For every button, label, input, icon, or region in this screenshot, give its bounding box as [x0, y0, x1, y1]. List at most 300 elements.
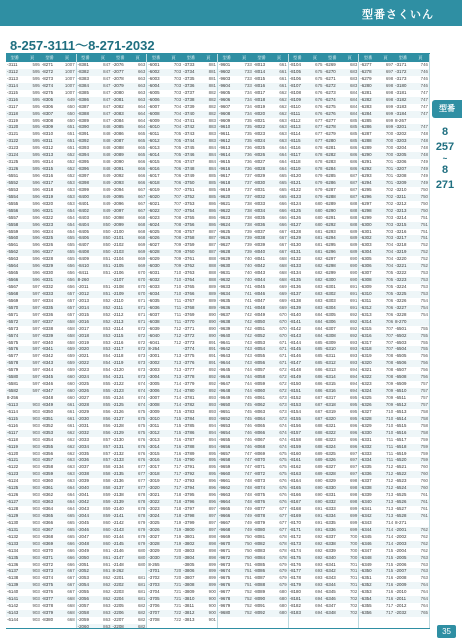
table-row — [77, 527, 147, 534]
model-number: -8060 — [253, 388, 266, 394]
model-number: -3215 — [395, 221, 407, 227]
model-number: -6512 — [395, 401, 407, 407]
page-ref: 597 — [32, 381, 40, 387]
table-row — [6, 277, 76, 284]
model-number: -8158 — [289, 436, 301, 442]
table-row — [218, 242, 288, 249]
model-number: -2203 — [112, 589, 124, 595]
page-ref: 681 — [315, 235, 323, 241]
model-number: -9636 — [219, 304, 231, 310]
table-row — [289, 187, 359, 194]
page-ref: 665 — [67, 519, 75, 525]
page-ref: 748 — [244, 478, 252, 484]
table-row — [77, 263, 147, 270]
page-ref: 715 — [385, 561, 394, 567]
table-row — [77, 159, 147, 166]
page-ref: 698 — [385, 75, 394, 81]
model-number: -8372 — [41, 561, 54, 567]
model-number: -8340 — [41, 339, 54, 345]
table-row — [77, 180, 147, 187]
page-ref: 747 — [244, 457, 252, 463]
table-row — [289, 69, 359, 76]
page-ref: 675 — [137, 422, 146, 428]
model-number: -6353 — [360, 589, 372, 595]
page-ref: 721 — [173, 603, 182, 609]
page-ref: 903 — [32, 499, 40, 505]
page-ref: 668 — [67, 603, 75, 609]
model-number: -6522 — [395, 471, 407, 477]
model-number: -8364 — [41, 506, 54, 511]
model-number: -8325 — [41, 235, 54, 241]
model-number: -2145 — [112, 540, 124, 546]
table-row — [359, 388, 429, 395]
model-number: -2132 — [112, 450, 124, 456]
page-ref: 683 — [315, 297, 323, 303]
table-row — [6, 457, 76, 464]
page-ref: 667 — [279, 242, 287, 248]
model-number: -8047 — [253, 297, 266, 303]
table-row — [359, 83, 429, 90]
page-ref: 697 — [349, 450, 358, 456]
model-number: -8109 — [289, 96, 301, 102]
model-number: -2143 — [112, 526, 124, 532]
table-row — [147, 367, 217, 374]
table-row — [147, 326, 217, 333]
table-row — [289, 451, 359, 458]
table-row — [289, 568, 359, 575]
model-number: -8405 — [77, 228, 89, 234]
page-ref: 857 — [103, 457, 111, 463]
page-ref: 742 — [244, 332, 252, 338]
page-ref: 707 — [385, 325, 394, 331]
model-number: -9637 — [219, 311, 231, 317]
page-ref: 718 — [173, 512, 182, 518]
page-ref: 893 — [208, 395, 216, 400]
model-number: -3767 — [183, 297, 195, 303]
model-number: -6341 — [324, 561, 336, 567]
table-row — [359, 575, 429, 582]
model-number: -6040 — [148, 332, 160, 338]
model-number: -6288 — [360, 138, 372, 144]
page-ref: 885 — [208, 179, 216, 185]
table-row — [359, 562, 429, 569]
model-number: -8172 — [289, 533, 301, 539]
page-ref: 651 — [67, 124, 75, 130]
model-number: -3016 — [148, 457, 160, 463]
model-number: -8130 — [289, 242, 301, 248]
table-row — [218, 187, 288, 194]
model-number: -6307 — [360, 270, 372, 276]
model-number: -5554 — [7, 193, 19, 199]
table-row — [147, 312, 217, 319]
page-ref: 709 — [173, 249, 182, 255]
page-ref: 714 — [173, 401, 182, 407]
page-ref: 662 — [67, 429, 75, 435]
model-number: -6312 — [324, 360, 336, 366]
model-number: -6302 — [360, 235, 372, 241]
table-row — [289, 437, 359, 444]
table-row — [147, 360, 217, 367]
page-ref: 651 — [67, 145, 75, 151]
page-ref: 596 — [32, 270, 40, 276]
model-number: -8342 — [41, 353, 54, 359]
model-number: -3015 — [148, 450, 160, 456]
table-row — [289, 603, 359, 610]
model-number: -2116 — [112, 339, 124, 345]
page-ref: 674 — [137, 388, 146, 394]
table-row — [289, 402, 359, 409]
page-ref: 747 — [420, 96, 428, 102]
model-number: -8083 — [253, 547, 266, 553]
page-ref: 661 — [279, 82, 287, 88]
model-number: -5559 — [7, 228, 19, 234]
page-ref: 737 — [244, 193, 252, 199]
model-number: -8383 — [77, 75, 89, 81]
page-ref: 676 — [137, 450, 146, 456]
model-number: -8392 — [77, 138, 89, 144]
model-number: -2110 — [112, 297, 124, 303]
model-number: -6303 — [360, 242, 372, 248]
table-row — [77, 298, 147, 305]
model-number: -8113 — [289, 124, 301, 130]
model-number: -3770 — [183, 318, 195, 324]
table-row — [77, 589, 147, 596]
model-number: -6288 — [324, 193, 336, 199]
page-ref: 596 — [32, 235, 40, 241]
page-ref: 903 — [32, 450, 40, 456]
model-number: -8315 — [41, 166, 54, 172]
table-row — [77, 138, 147, 145]
model-number: -8086 — [253, 568, 266, 574]
model-number: -3124 — [7, 152, 19, 158]
page-ref: 742 — [244, 311, 252, 317]
model-number: -8017 — [253, 89, 266, 95]
model-number: -8048 — [253, 304, 266, 310]
page-ref: 744 — [244, 367, 252, 373]
table-row — [147, 527, 217, 534]
table-row — [359, 215, 429, 222]
model-number: -6007 — [148, 103, 160, 109]
page-ref: 754 — [420, 311, 428, 317]
page-ref: 893 — [208, 408, 216, 414]
model-number: -8317 — [41, 179, 54, 185]
table-row — [6, 395, 76, 402]
page-ref: 707 — [173, 193, 182, 199]
page-ref: 758 — [420, 429, 428, 435]
page-ref: 683 — [315, 290, 323, 296]
model-number: -9658 — [219, 457, 231, 463]
model-number: -6513 — [395, 408, 407, 414]
page-ref: 596 — [32, 173, 40, 178]
page-ref: 654 — [67, 207, 75, 213]
table-row — [147, 610, 217, 617]
model-number: -6525 — [395, 492, 407, 498]
page-ref: 710 — [173, 290, 182, 296]
model-number: -6286 — [360, 124, 372, 130]
model-number: -9659 — [219, 464, 231, 470]
page-ref: 858 — [103, 471, 111, 477]
table-row — [218, 194, 288, 201]
page-ref: 688 — [315, 429, 323, 435]
model-number: -8147 — [289, 360, 301, 366]
column-header-label: 型番 — [186, 55, 196, 60]
model-number: -2022 — [77, 360, 89, 366]
page-ref: 664 — [279, 166, 287, 172]
page-ref: 597 — [32, 318, 40, 324]
model-number: -6275 — [324, 103, 336, 109]
model-number: -3737 — [183, 89, 195, 95]
page-ref: 746 — [244, 436, 252, 442]
page-ref: 663 — [137, 68, 146, 74]
page-ref: 884 — [208, 166, 216, 172]
page-ref: 596 — [32, 193, 40, 199]
model-number: -8331 — [41, 277, 54, 283]
model-number: -8165 — [289, 485, 301, 491]
page-ref: 697 — [349, 457, 358, 463]
model-number: -2028 — [77, 401, 89, 407]
model-number: -3747 — [183, 159, 195, 165]
model-number: -6304 — [360, 249, 372, 255]
page-ref: 656 — [67, 284, 75, 289]
page-ref: 667 — [279, 228, 287, 234]
page-ref: 747 — [244, 464, 252, 470]
page-ref: 887 — [208, 228, 216, 234]
page-ref: 884 — [208, 159, 216, 165]
model-number: -6005 — [148, 89, 160, 95]
table-row — [218, 520, 288, 527]
table-row — [147, 222, 217, 229]
page-ref: 720 — [173, 568, 182, 574]
model-number: -8334 — [41, 297, 54, 303]
page-ref: 749 — [244, 506, 252, 511]
model-number: -2141 — [112, 512, 124, 518]
model-number: -6502 — [395, 332, 407, 338]
model-number: -6294 — [360, 179, 372, 185]
model-number: -8316 — [41, 173, 54, 178]
model-number: -6298 — [324, 263, 336, 269]
model-number: -8404 — [77, 221, 89, 227]
model-number: -9602 — [219, 68, 231, 74]
page-ref: 848 — [103, 131, 111, 137]
page-ref: 699 — [349, 519, 358, 525]
page-ref: 691 — [349, 304, 358, 310]
page-ref: 689 — [315, 450, 323, 456]
model-number: -6327 — [324, 464, 336, 470]
table-row — [6, 568, 76, 575]
page-ref: 847 — [103, 82, 111, 88]
model-number: -9655 — [219, 436, 231, 442]
model-number: -2144 — [112, 533, 124, 539]
page-ref: 686 — [349, 166, 358, 172]
model-number: -3013 — [148, 436, 160, 442]
page-ref: 595 — [32, 110, 40, 116]
page-ref: 691 — [349, 290, 358, 296]
model-number: -3704 — [148, 589, 160, 595]
model-number: -6278 — [360, 68, 372, 74]
page-ref: 666 — [279, 200, 287, 206]
model-number: -6279 — [324, 131, 336, 137]
page-ref: 735 — [244, 117, 252, 123]
page-ref — [415, 319, 429, 326]
model-number: -2079 — [112, 82, 124, 88]
model-number: -3778 — [183, 374, 195, 380]
page-ref: 662 — [67, 443, 75, 449]
model-number: -5563 — [7, 256, 19, 262]
column-header — [77, 54, 147, 62]
page-ref: 757 — [420, 395, 428, 400]
side-range-codes: 8 257 ~ 8 271 — [432, 125, 458, 193]
page-ref: 895 — [208, 464, 216, 470]
table-row — [77, 131, 147, 138]
page-ref: 676 — [315, 103, 323, 109]
page-ref: 595 — [32, 96, 40, 102]
model-number: -8078 — [253, 512, 266, 518]
table-row — [359, 555, 429, 562]
model-number: -9661 — [219, 478, 231, 484]
page-ref: 669 — [137, 263, 146, 269]
table-row — [218, 416, 288, 423]
table-row — [218, 118, 288, 125]
table-row — [359, 69, 429, 76]
page-ref: 903 — [32, 596, 40, 602]
model-number: -3781 — [183, 395, 195, 400]
model-number: -2129 — [112, 429, 124, 435]
table-row — [77, 76, 147, 83]
page-ref: 701 — [385, 159, 394, 165]
page-ref: 596 — [32, 228, 40, 234]
page-ref: 657 — [67, 297, 75, 303]
model-number: -8180 — [289, 589, 301, 595]
page-ref: 899 — [208, 568, 216, 574]
model-number: -6523 — [395, 478, 407, 484]
model-number: -2055 — [77, 589, 89, 595]
model-number: -2049 — [77, 547, 89, 553]
table-row — [359, 242, 429, 249]
page-ref: 670 — [137, 284, 146, 289]
page-ref: 753 — [420, 284, 428, 289]
model-number: -8399 — [77, 186, 89, 192]
model-number: -9664 — [219, 499, 231, 505]
model-number: -6305 — [324, 311, 336, 317]
table-row — [289, 340, 359, 347]
page-ref — [415, 520, 429, 527]
page-ref: 689 — [349, 228, 358, 234]
column-header — [289, 54, 359, 62]
model-number: -6025 — [148, 228, 160, 234]
model-number: -3799 — [183, 519, 195, 525]
page-ref: 704 — [385, 249, 394, 255]
page-ref: 854 — [103, 360, 111, 366]
table-row — [147, 69, 217, 76]
table-row — [218, 437, 288, 444]
model-number: -3802 — [183, 540, 195, 546]
page-ref: 673 — [137, 374, 146, 380]
page-ref: 903 — [32, 443, 40, 449]
model-number: -9601 — [219, 62, 231, 67]
model-number: -8053 — [253, 339, 266, 345]
page-ref: 682 — [315, 256, 323, 262]
model-number: -8035 — [253, 214, 266, 220]
page-ref: 700 — [349, 547, 358, 553]
table-row — [289, 478, 359, 485]
page-ref: 693 — [315, 575, 323, 581]
page-ref — [133, 568, 147, 575]
page-ref: 711 — [386, 443, 394, 449]
model-number: -9651 — [219, 408, 231, 414]
model-number: -8105 — [289, 68, 301, 74]
page-ref: 759 — [420, 450, 428, 456]
model-number: -8121 — [289, 179, 301, 185]
page-ref: 848 — [103, 166, 111, 172]
model-number: -6118 — [7, 436, 18, 442]
page-ref: 894 — [208, 422, 216, 428]
model-number: -2020 — [77, 346, 89, 352]
model-number: -6011 — [148, 131, 160, 137]
page-ref: 761 — [420, 512, 428, 518]
page-ref: 676 — [137, 436, 146, 442]
model-number: -2076 — [112, 62, 124, 67]
page-ref: 863 — [103, 623, 111, 628]
model-number: -8369 — [41, 540, 54, 546]
model-number: -6327 — [360, 408, 372, 414]
page-ref: 693 — [349, 339, 358, 345]
model-number: -6139 — [7, 582, 19, 588]
page-ref: 856 — [103, 422, 111, 428]
page-ref: 861 — [103, 561, 111, 567]
model-number: -3777 — [183, 367, 195, 373]
page-ref: 852 — [103, 304, 111, 310]
page-ref: 705 — [173, 145, 182, 151]
page-ref: 674 — [279, 422, 287, 428]
page-ref: 703 — [385, 214, 394, 220]
model-number: -3225 — [395, 290, 407, 296]
page-ref: 595 — [32, 166, 40, 172]
column-header-label: 頁 — [171, 55, 176, 60]
table-row — [147, 451, 217, 458]
page-ref: 668 — [67, 596, 75, 602]
page-ref: 653 — [67, 200, 75, 206]
table-row — [359, 409, 429, 416]
table-row — [6, 388, 76, 395]
page-ref: 666 — [67, 540, 75, 546]
model-number: -8164 — [289, 478, 301, 484]
table-row — [147, 568, 217, 575]
table-row — [147, 381, 217, 388]
model-number: -6127 — [7, 499, 19, 505]
page-ref: 597 — [32, 374, 40, 380]
model-number: -6311 — [324, 353, 336, 359]
table-row — [289, 333, 359, 340]
model-number: -2096 — [112, 200, 124, 206]
page-ref: 702 — [349, 603, 358, 609]
page-ref: 663 — [137, 82, 146, 88]
page-ref: 677 — [137, 464, 146, 470]
model-number: -2010 — [395, 589, 407, 595]
page-ref: 903 — [32, 485, 40, 491]
model-number: -8073 — [253, 478, 266, 484]
table-row — [289, 256, 359, 263]
table-row — [359, 534, 429, 541]
model-number: -6310 — [360, 290, 372, 296]
page-ref: 659 — [67, 360, 75, 366]
page-ref: 688 — [349, 221, 358, 227]
page-ref: 684 — [315, 325, 323, 331]
model-number: -8167 — [289, 499, 301, 505]
page-ref: 855 — [103, 401, 111, 407]
table-row — [289, 138, 359, 145]
page-ref: 891 — [208, 360, 216, 366]
page-ref: 664 — [67, 492, 75, 498]
